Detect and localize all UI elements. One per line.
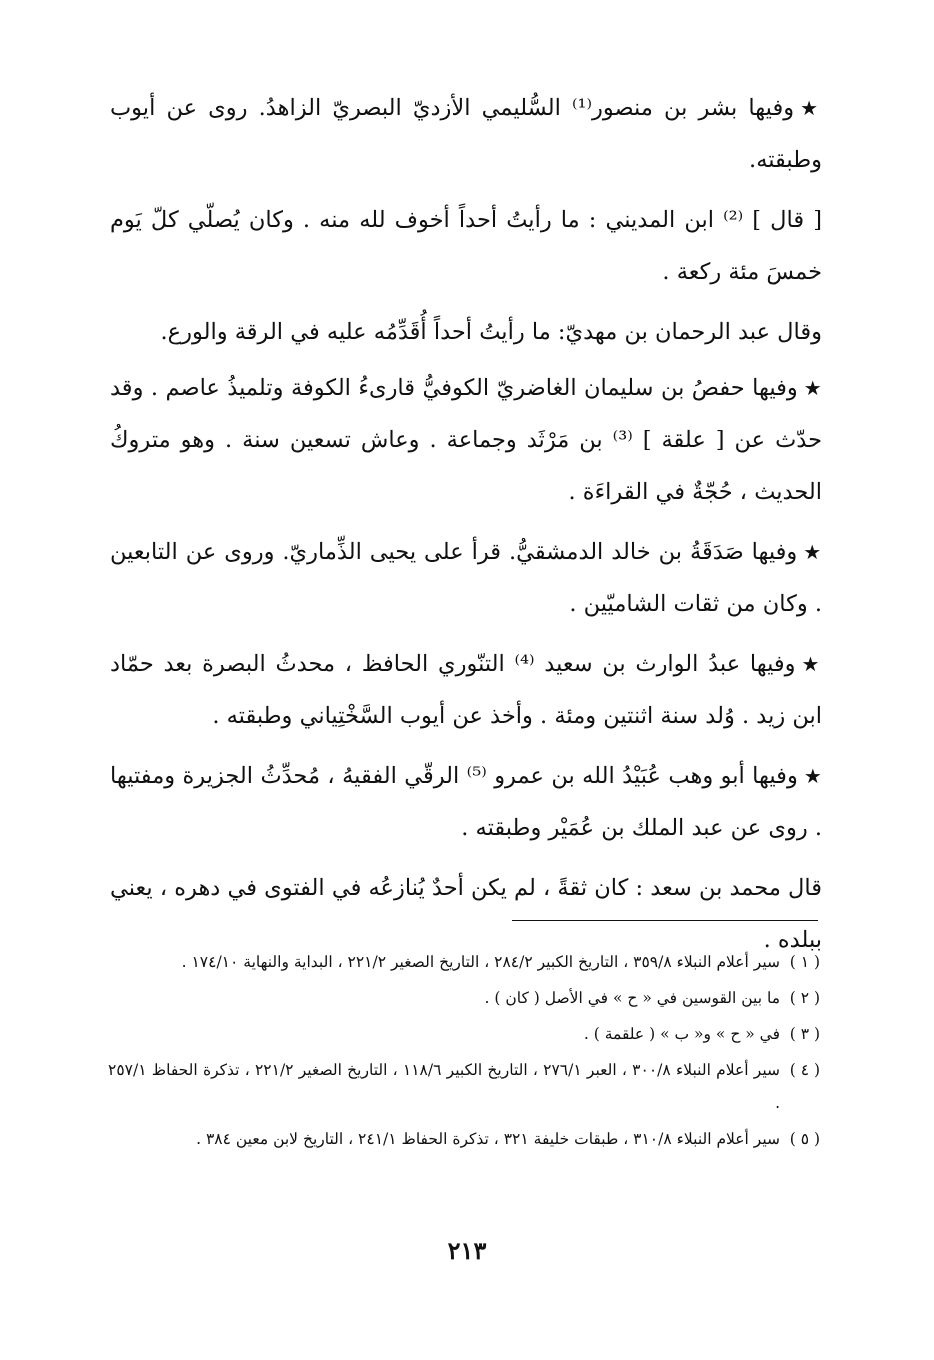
footnote-item	[108, 1123, 820, 1156]
star-marker: ★	[803, 540, 822, 564]
footnote-text: ما بين القوسين في « ح » في الأصل ( كان ) .	[484, 989, 780, 1007]
paragraph-abu-wahb	[110, 750, 822, 854]
paragraph-text: وفيها صَدَقَةُ بن خالد الدمشقيُّ. قرأ على يحيى الذِّماريّ. وروى عن التابعين . وكان من ثقات الشاميّين .	[110, 539, 822, 617]
paragraph-text: قال محمد بن سعد : كان ثقةً ، لم يكن أحدٌ يُنازعُه في الفتوى في دهره ، يعني ببلده .	[110, 875, 822, 953]
paragraph-text: [ قال ] ⁽²⁾ ابن المديني : ما رأيتُ أحداً أخوف لله منه . وكان يُصلّي كلّ يَوم خمسَ مئة ركعة .	[110, 207, 823, 285]
star-marker: ★	[803, 764, 823, 788]
footnote-item	[108, 1054, 820, 1120]
paragraph-text: وفيها حفصُ بن سليمان الغاضريّ الكوفيُّ قارىءُ الكوفة وتلميذُ عاصم . وقد حدّث عن [ علقة ] ⁽³⁾ بن مَرْثَد وجماعة . وعاش تسعين سنة . وهو متروكُ الحديث ، حُجّةٌ في القراءَة .	[110, 375, 822, 505]
paragraph-text: وقال عبد الرحمان بن مهديّ: ما رأيتُ أحداً أُقَدِّمُه عليه في الرقة والورع.	[160, 319, 822, 345]
footnote-number: ( ٣ )	[789, 1025, 820, 1043]
footnotes	[108, 946, 820, 1159]
star-marker: ★	[800, 96, 822, 120]
paragraph-sadaqa	[110, 526, 822, 630]
footnote-item	[108, 946, 820, 979]
footnote-text: سير أعلام النبلاء ٣٥٩/٨ ، التاريخ الكبير ٢٨٤/٢ ، التاريخ الصغير ٢٢١/٢ ، البداية والنهاية ١٧٤/١٠ .	[181, 953, 780, 971]
paragraph-text: وفيها عبدُ الوارث بن سعيد ⁽⁴⁾ التنّوري الحافظ ، محدثُ البصرة بعد حمّاد ابن زيد . وُلد سنة اثنتين ومئة . وأخذ عن أيوب السَّخْتِياني وطبقته .	[110, 651, 822, 729]
main-text	[110, 82, 822, 974]
footnote-divider	[512, 920, 818, 921]
footnote-item	[108, 982, 820, 1015]
footnote-number: ( ٢ )	[789, 989, 820, 1007]
paragraph-ibn-madini	[110, 194, 822, 298]
paragraph-ibn-mahdi	[110, 306, 822, 358]
star-marker: ★	[803, 376, 822, 400]
paragraph-bishr	[110, 82, 822, 186]
paragraph-abd-al-warith	[110, 638, 822, 742]
footnote-text: في « ح » و« ب » ( علقمة ) .	[583, 1025, 780, 1043]
page-number: ٢١٣	[447, 1236, 487, 1265]
paragraph-text: وفيها أبو وهب عُبَيْدُ الله بن عمرو ⁽⁵⁾ الرقّي الفقيهُ ، مُحدِّثُ الجزيرة ومفتيها . روى عن عبد الملك بن عُمَيْر وطبقته .	[110, 763, 822, 841]
paragraph-hafs	[110, 362, 822, 518]
footnote-text: سير أعلام النبلاء ٣٠٠/٨ ، العبر ٢٧٦/١ ، التاريخ الكبير ١١٨/٦ ، التاريخ الصغير ٢٢١/٢ ، تذكرة الحفاظ ٢٥٧/١ .	[108, 1061, 780, 1112]
footnote-text: سير أعلام النبلاء ٣١٠/٨ ، طبقات خليفة ٣٢١ ، تذكرة الحفاظ ٢٤١/١ ، التاريخ لابن معين ٣٨٤ .	[196, 1130, 780, 1148]
footnote-item	[108, 1018, 820, 1051]
footnote-number: ( ٤ )	[789, 1061, 820, 1079]
star-marker: ★	[801, 652, 822, 676]
footnote-number: ( ١ )	[789, 953, 820, 971]
paragraph-text: وفيها بشر بن منصور⁽¹⁾ السُّليمي الأزديّ البصريّ الزاهدُ. روى عن أيوب وطبقته.	[110, 95, 822, 173]
footnote-number: ( ٥ )	[789, 1130, 820, 1148]
